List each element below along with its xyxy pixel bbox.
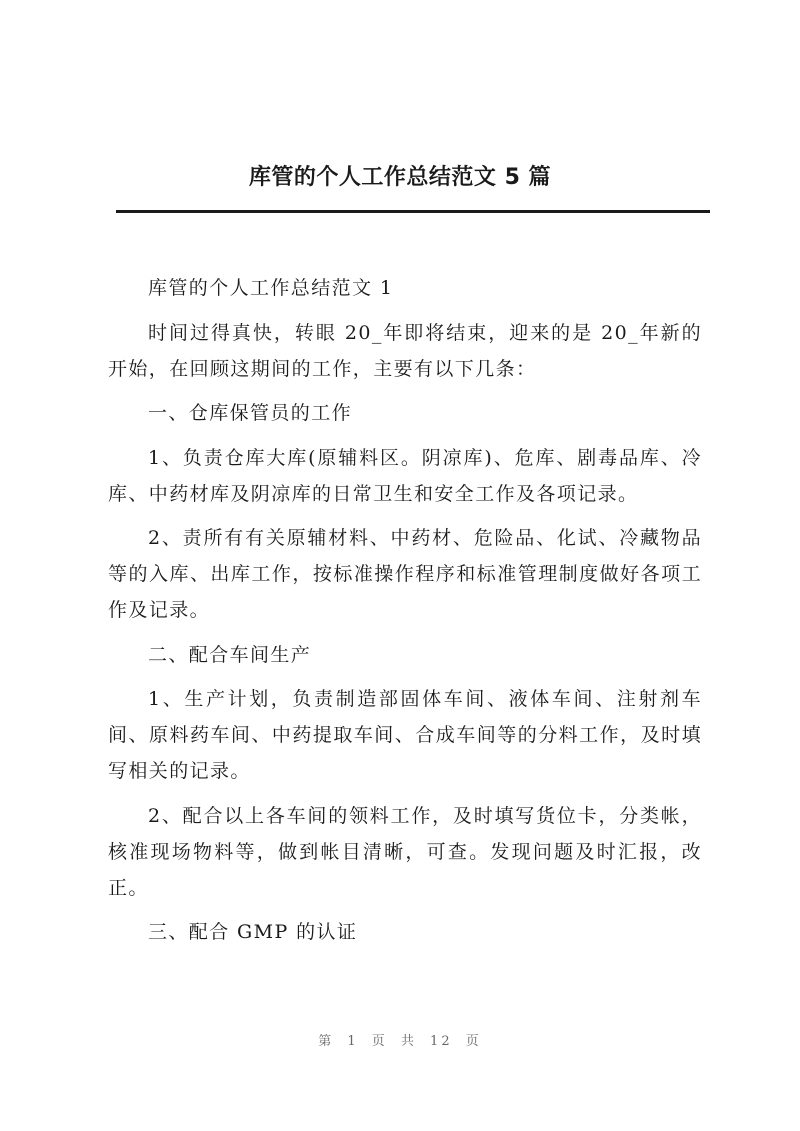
document-title: 库管的个人工作总结范文 5 篇 xyxy=(248,165,552,190)
section-heading: 二、配合车间生产 xyxy=(148,643,312,666)
document-body xyxy=(108,270,702,959)
section-heading: 三、配合 GMP 的认证 xyxy=(148,921,358,943)
body-paragraph: 2、责所有有关原辅材料、中药材、危险品、化试、冷藏物品等的入库、出库工作，按标准操作程序和标准管理制度做好各项工作及记录。 xyxy=(108,527,702,621)
body-paragraph: 1、生产计划，负责制造部固体车间、液体车间、注射剂车间、原料药车间、中药提取车间、合成车间等的分料工作，及时填写相关的记录。 xyxy=(108,688,702,782)
body-paragraph: 时间过得真快，转眼 20_年即将结束，迎来的是 20_年新的开始，在回顾这期间的工作，主要有以下几条： xyxy=(108,321,702,380)
page-number-footer: 第 1 页 共 12 页 xyxy=(318,1034,482,1049)
section-heading: 库管的个人工作总结范文 1 xyxy=(148,277,394,299)
body-paragraph: 2、配合以上各车间的领料工作，及时填写货位卡，分类帐，核准现场物料等，做到帐目清晰，可查。发现问题及时汇报，改正。 xyxy=(108,804,702,899)
body-paragraph: 1、负责仓库大库(原辅料区。阴凉库)、危库、剧毒品库、冷库、中药材库及阴凉库的日常卫生和安全工作及各项记录。 xyxy=(108,446,702,505)
section-heading: 一、仓库保管员的工作 xyxy=(148,402,353,424)
title-divider xyxy=(116,210,710,213)
